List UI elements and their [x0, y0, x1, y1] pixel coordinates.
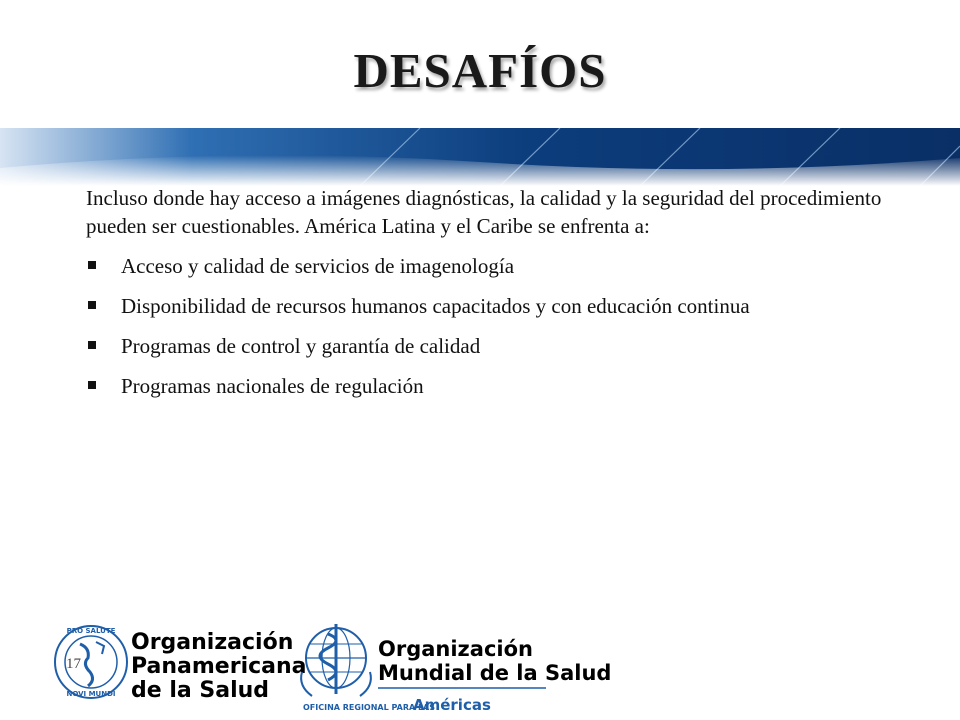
paho-name-line2: Panamericana: [131, 654, 307, 679]
slide-title: DESAFÍOS: [353, 43, 607, 98]
paho-name-line1: Organización: [131, 630, 294, 655]
bullet-item: Programas de control y garantía de calidad: [86, 332, 916, 360]
bullet-item: Disponibilidad de recursos humanos capacitados y con educación continua: [86, 292, 916, 320]
header-banner: [0, 128, 960, 186]
paho-seal-top-text: PRO SALUTE: [66, 627, 116, 635]
who-regional-name: Américas: [413, 696, 491, 714]
bullet-item: Acceso y calidad de servicios de imagenología: [86, 252, 916, 280]
bullet-list: [86, 252, 916, 400]
who-name-line2: Mundial de la Salud: [378, 661, 612, 685]
square-bullet-icon: [88, 381, 96, 389]
square-bullet-icon: [88, 301, 96, 309]
slide-body: [86, 184, 916, 412]
paho-name-line3: de la Salud: [131, 678, 270, 703]
bullet-item: Programas nacionales de regulación: [86, 372, 916, 400]
footer-logos: [0, 612, 960, 720]
page-number: 17: [66, 656, 81, 672]
who-emblem-icon: [301, 624, 371, 696]
who-name-line1: Organización: [378, 637, 533, 661]
intro-paragraph: Incluso donde hay acceso a imágenes diagnósticas, la calidad y la seguridad del procedimiento pueden ser cuestionables. América Latina y el Caribe se enfrenta a:: [86, 186, 882, 238]
paho-seal-bottom-text: NOVI MUNDI: [66, 690, 116, 698]
who-regional-prefix: OFICINA REGIONAL PARA LAS: [303, 703, 436, 712]
square-bullet-icon: [88, 341, 96, 349]
square-bullet-icon: [88, 261, 96, 269]
